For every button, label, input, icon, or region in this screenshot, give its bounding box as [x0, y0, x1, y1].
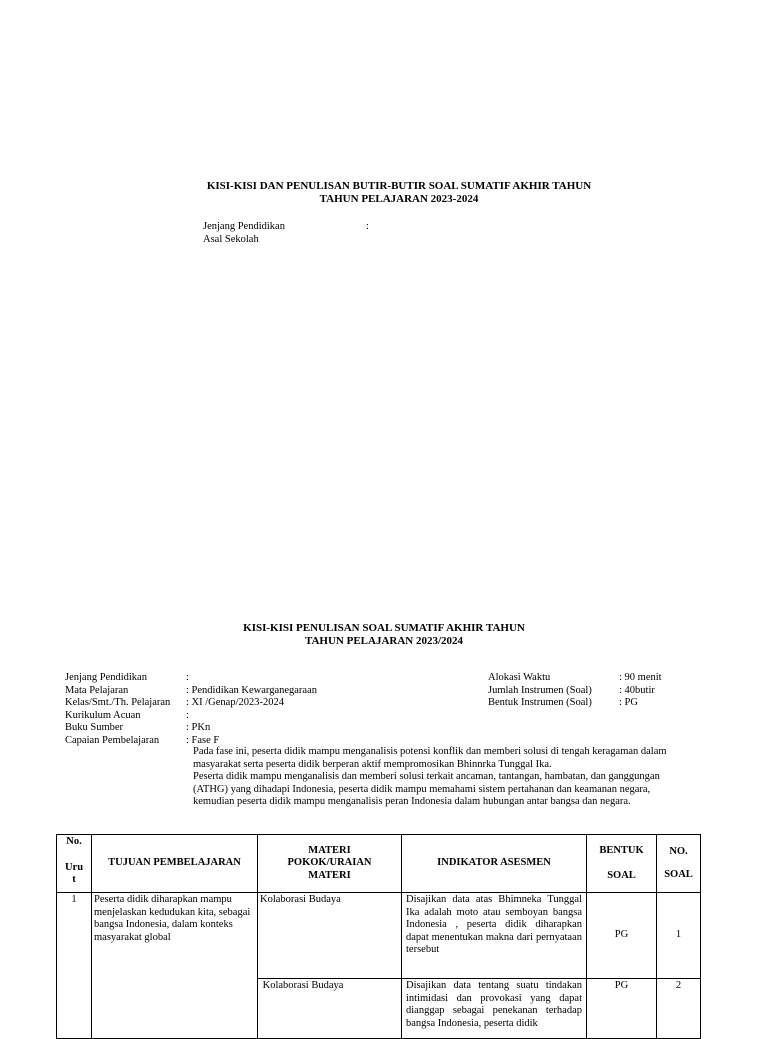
doc1-title	[0, 180, 768, 206]
doc2-left-fields	[65, 672, 317, 747]
header-materi-line: MATERI	[308, 844, 351, 856]
info-row	[65, 710, 317, 723]
table-row	[57, 893, 701, 979]
capaian-line: (ATHG) yang dihadapi Indonesia, peserta didik mampu memahami sistem pertahanan dan keamanan negara,	[193, 783, 651, 795]
info-label: Kurikulum Acuan	[65, 709, 141, 721]
info-label: Jenjang Pendidikan	[65, 672, 147, 683]
cell-bentuk: PG	[587, 893, 657, 979]
cell-indikator: Disajikan data tentang suatu tindakan intimidasi dan provokasi yang dapat dianggap sebagai penekanan terhadap bangsa Indonesia, peserta didik	[402, 979, 587, 1039]
doc1-field-sep: :	[366, 221, 369, 232]
cell-tujuan: Peserta didik diharapkan mampu menjelaskan kedudukan kita, sebagai bangsa Indonesia, dalam konteks masyarakat global	[92, 893, 258, 1039]
header-nosoal-line: SOAL	[664, 868, 693, 880]
doc2-title-line1: KISI-KISI PENULISAN SOAL SUMATIF AKHIR TAHUN	[243, 622, 525, 634]
info-value: :	[186, 672, 189, 683]
header-materi	[258, 835, 402, 893]
info-row	[65, 697, 317, 710]
cell-nosoal: 2	[657, 979, 701, 1039]
info-value: :	[186, 709, 189, 721]
cell-nosoal: 1	[657, 893, 701, 979]
capaian-line: kemudian peserta didik mampu menganalisis peran Indonesia dalam hubungan antar bangsa dan negara.	[193, 796, 631, 807]
header-no-line: t	[72, 874, 76, 885]
doc1-title-line2: TAHUN PELAJARAN 2023-2024	[319, 193, 479, 205]
doc1-field-asal	[203, 234, 259, 247]
header-tujuan: TUJUAN PEMBELAJARAN	[92, 835, 258, 893]
header-materi-line: MATERI	[308, 869, 351, 881]
table-header-row	[57, 835, 701, 893]
header-nosoal-line: NO.	[669, 846, 688, 857]
info-label: Buku Sumber	[65, 722, 124, 733]
cell-indikator: Disajikan data atas Bhimneka Tunggal Ika adalah moto atau semboyan bangsa Indonesia , peserta didik diharapkan dapat menentukan makna dari pernyataan tersebut	[402, 893, 587, 979]
info-value: : 40butir	[619, 684, 655, 696]
header-indikator: INDIKATOR ASESMEN	[402, 835, 587, 893]
info-row	[488, 672, 662, 685]
info-value: : PKn	[186, 722, 211, 733]
capaian-line: masyarakat serta peserta didik berperan aktif mempromosikan Bhinnrka Tunggal Ika.	[193, 758, 552, 770]
info-label: Capaian Pembelajaran	[65, 734, 160, 746]
cell-no: 1	[57, 893, 92, 1039]
info-value: : Pendidikan Kewarganegaraan	[186, 684, 318, 696]
doc2-title-line2: TAHUN PELAJARAN 2023/2024	[304, 635, 464, 647]
info-row	[488, 697, 662, 710]
header-no-line: Uru	[64, 861, 84, 873]
info-row	[65, 685, 317, 698]
cell-materi: Kolaborasi Budaya	[258, 979, 402, 1039]
header-no-line: No.	[66, 836, 82, 847]
info-label: Kelas/Smt./Th. Pelajaran	[65, 697, 171, 708]
header-bentuk	[587, 835, 657, 893]
info-value: : PG	[619, 697, 638, 708]
doc1-field-label: Jenjang Pendidikan	[203, 221, 285, 232]
info-value: : XI /Genap/2023-2024	[186, 697, 284, 708]
info-row	[65, 672, 317, 685]
doc1-field-jenjang	[203, 221, 285, 234]
info-row	[488, 685, 662, 698]
doc1-title-line1: KISI-KISI DAN PENULISAN BUTIR-BUTIR SOAL SUMATIF AKHIR TAHUN	[206, 180, 592, 192]
info-label: Mata Pelajaran	[65, 684, 129, 696]
info-label: Jumlah Instrumen (Soal)	[488, 684, 592, 696]
info-label: Alokasi Waktu	[488, 672, 551, 683]
capaian-line: Pada fase ini, peserta didik mampu menganalisis potensi konflik dan memberi solusi di tengah keragaman dalam	[193, 746, 667, 757]
capaian-line: Peserta didik mampu menganalisis dan memberi solusi terkait ancaman, tantangan, hambatan, dan ganggungan	[193, 771, 660, 782]
header-materi-line: POKOK/URAIAN	[287, 857, 372, 869]
header-bentuk-line: BENTUK	[599, 845, 644, 856]
info-value: : 90 menit	[619, 672, 662, 683]
header-no	[57, 835, 92, 893]
cell-bentuk: PG	[587, 979, 657, 1039]
header-bentuk-line: SOAL	[607, 869, 636, 881]
info-label: Bentuk Instrumen (Soal)	[488, 697, 592, 708]
header-nosoal	[657, 835, 701, 893]
doc2-title	[0, 622, 768, 648]
info-value: : Fase F	[186, 734, 220, 746]
kisi-kisi-table	[56, 834, 701, 1039]
doc1-field-label: Asal Sekolah	[203, 234, 259, 245]
doc2-right-fields	[488, 672, 662, 710]
cell-materi: Kolaborasi Budaya	[258, 893, 402, 979]
capaian-paragraph	[193, 746, 713, 809]
info-row	[65, 722, 317, 735]
